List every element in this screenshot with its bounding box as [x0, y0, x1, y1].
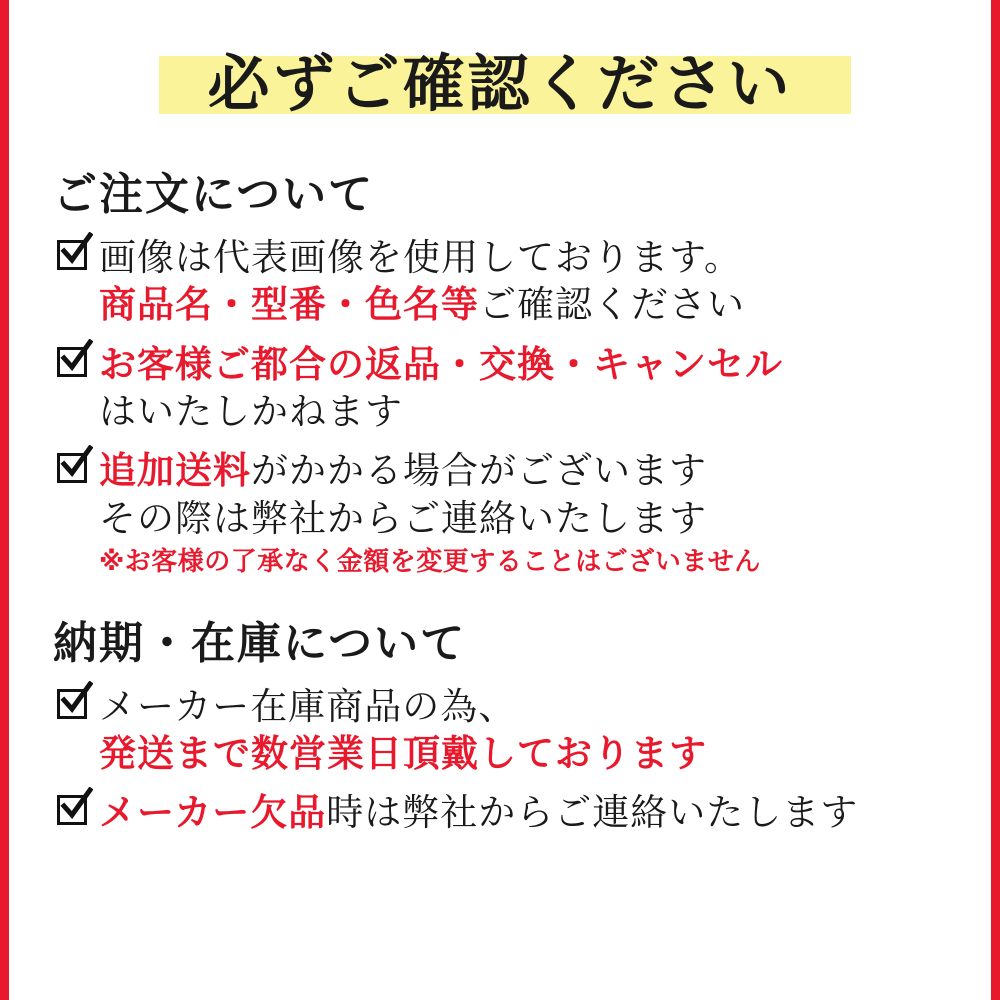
- notice-item-lines: [99, 234, 961, 329]
- notice-line: [99, 388, 961, 435]
- notice-text: 画像は代表画像を使用しております。: [99, 236, 743, 279]
- checkbox-checked-icon: [57, 795, 91, 829]
- sections-container: [39, 158, 961, 837]
- notice-line: [99, 544, 961, 580]
- notice-line: [99, 234, 961, 281]
- checkbox-checked-icon: [57, 689, 91, 723]
- section-heading: ご注文について: [53, 169, 375, 220]
- notice-text: メーカー欠品: [99, 791, 327, 835]
- notice-item: [57, 789, 961, 836]
- check-mark-icon: [59, 339, 93, 373]
- checkbox-checked-icon: [57, 453, 91, 487]
- notice-content: [9, 0, 991, 1000]
- notice-item-lines: [99, 683, 961, 778]
- notice-line: [99, 730, 961, 777]
- check-mark-icon: [59, 681, 93, 715]
- page-title: [39, 34, 961, 134]
- notice-item: [57, 234, 961, 329]
- notice-text: お客様ご都合の返品・交換・キャンセル: [99, 342, 783, 386]
- section-heading: 納期・在庫について: [53, 617, 467, 669]
- check-mark-icon: [59, 445, 93, 479]
- notice-line: [99, 495, 961, 542]
- notice-item-lines: [99, 341, 961, 436]
- notice-item: [57, 447, 961, 580]
- notice-text: 時は弊社からご連絡いたします: [326, 791, 859, 835]
- notice-item: [57, 341, 961, 436]
- title-text: 必ずご確認ください: [207, 47, 793, 120]
- notice-line: [99, 789, 961, 836]
- check-mark-icon: [59, 787, 93, 821]
- notice-line: [99, 447, 961, 494]
- checkbox-checked-icon: [57, 240, 91, 274]
- notice-text: ご確認ください: [479, 283, 745, 327]
- notice-item-lines: [99, 789, 961, 836]
- notice-text: その際は弊社からご連絡いたします: [99, 496, 707, 540]
- notice-text: 商品名・型番・色名等: [99, 283, 479, 327]
- notice-text: がかかる場合がございます: [251, 449, 707, 493]
- notice-text: ※お客様の了承なく金額を変更することはございません: [99, 547, 761, 578]
- notice-text: 発送まで数営業日頂戴しております: [99, 731, 707, 775]
- notice-line: [99, 281, 961, 328]
- check-mark-icon: [59, 232, 93, 266]
- notice-text: メーカー在庫商品の為、: [99, 684, 517, 728]
- notice-item-lines: [99, 447, 961, 580]
- notice-text: はいたしかねます: [99, 390, 403, 434]
- checkbox-checked-icon: [57, 347, 91, 381]
- notice-line: [99, 683, 961, 730]
- notice-text: 追加送料: [99, 449, 251, 493]
- notice-line: [99, 341, 961, 388]
- notice-item: [57, 683, 961, 778]
